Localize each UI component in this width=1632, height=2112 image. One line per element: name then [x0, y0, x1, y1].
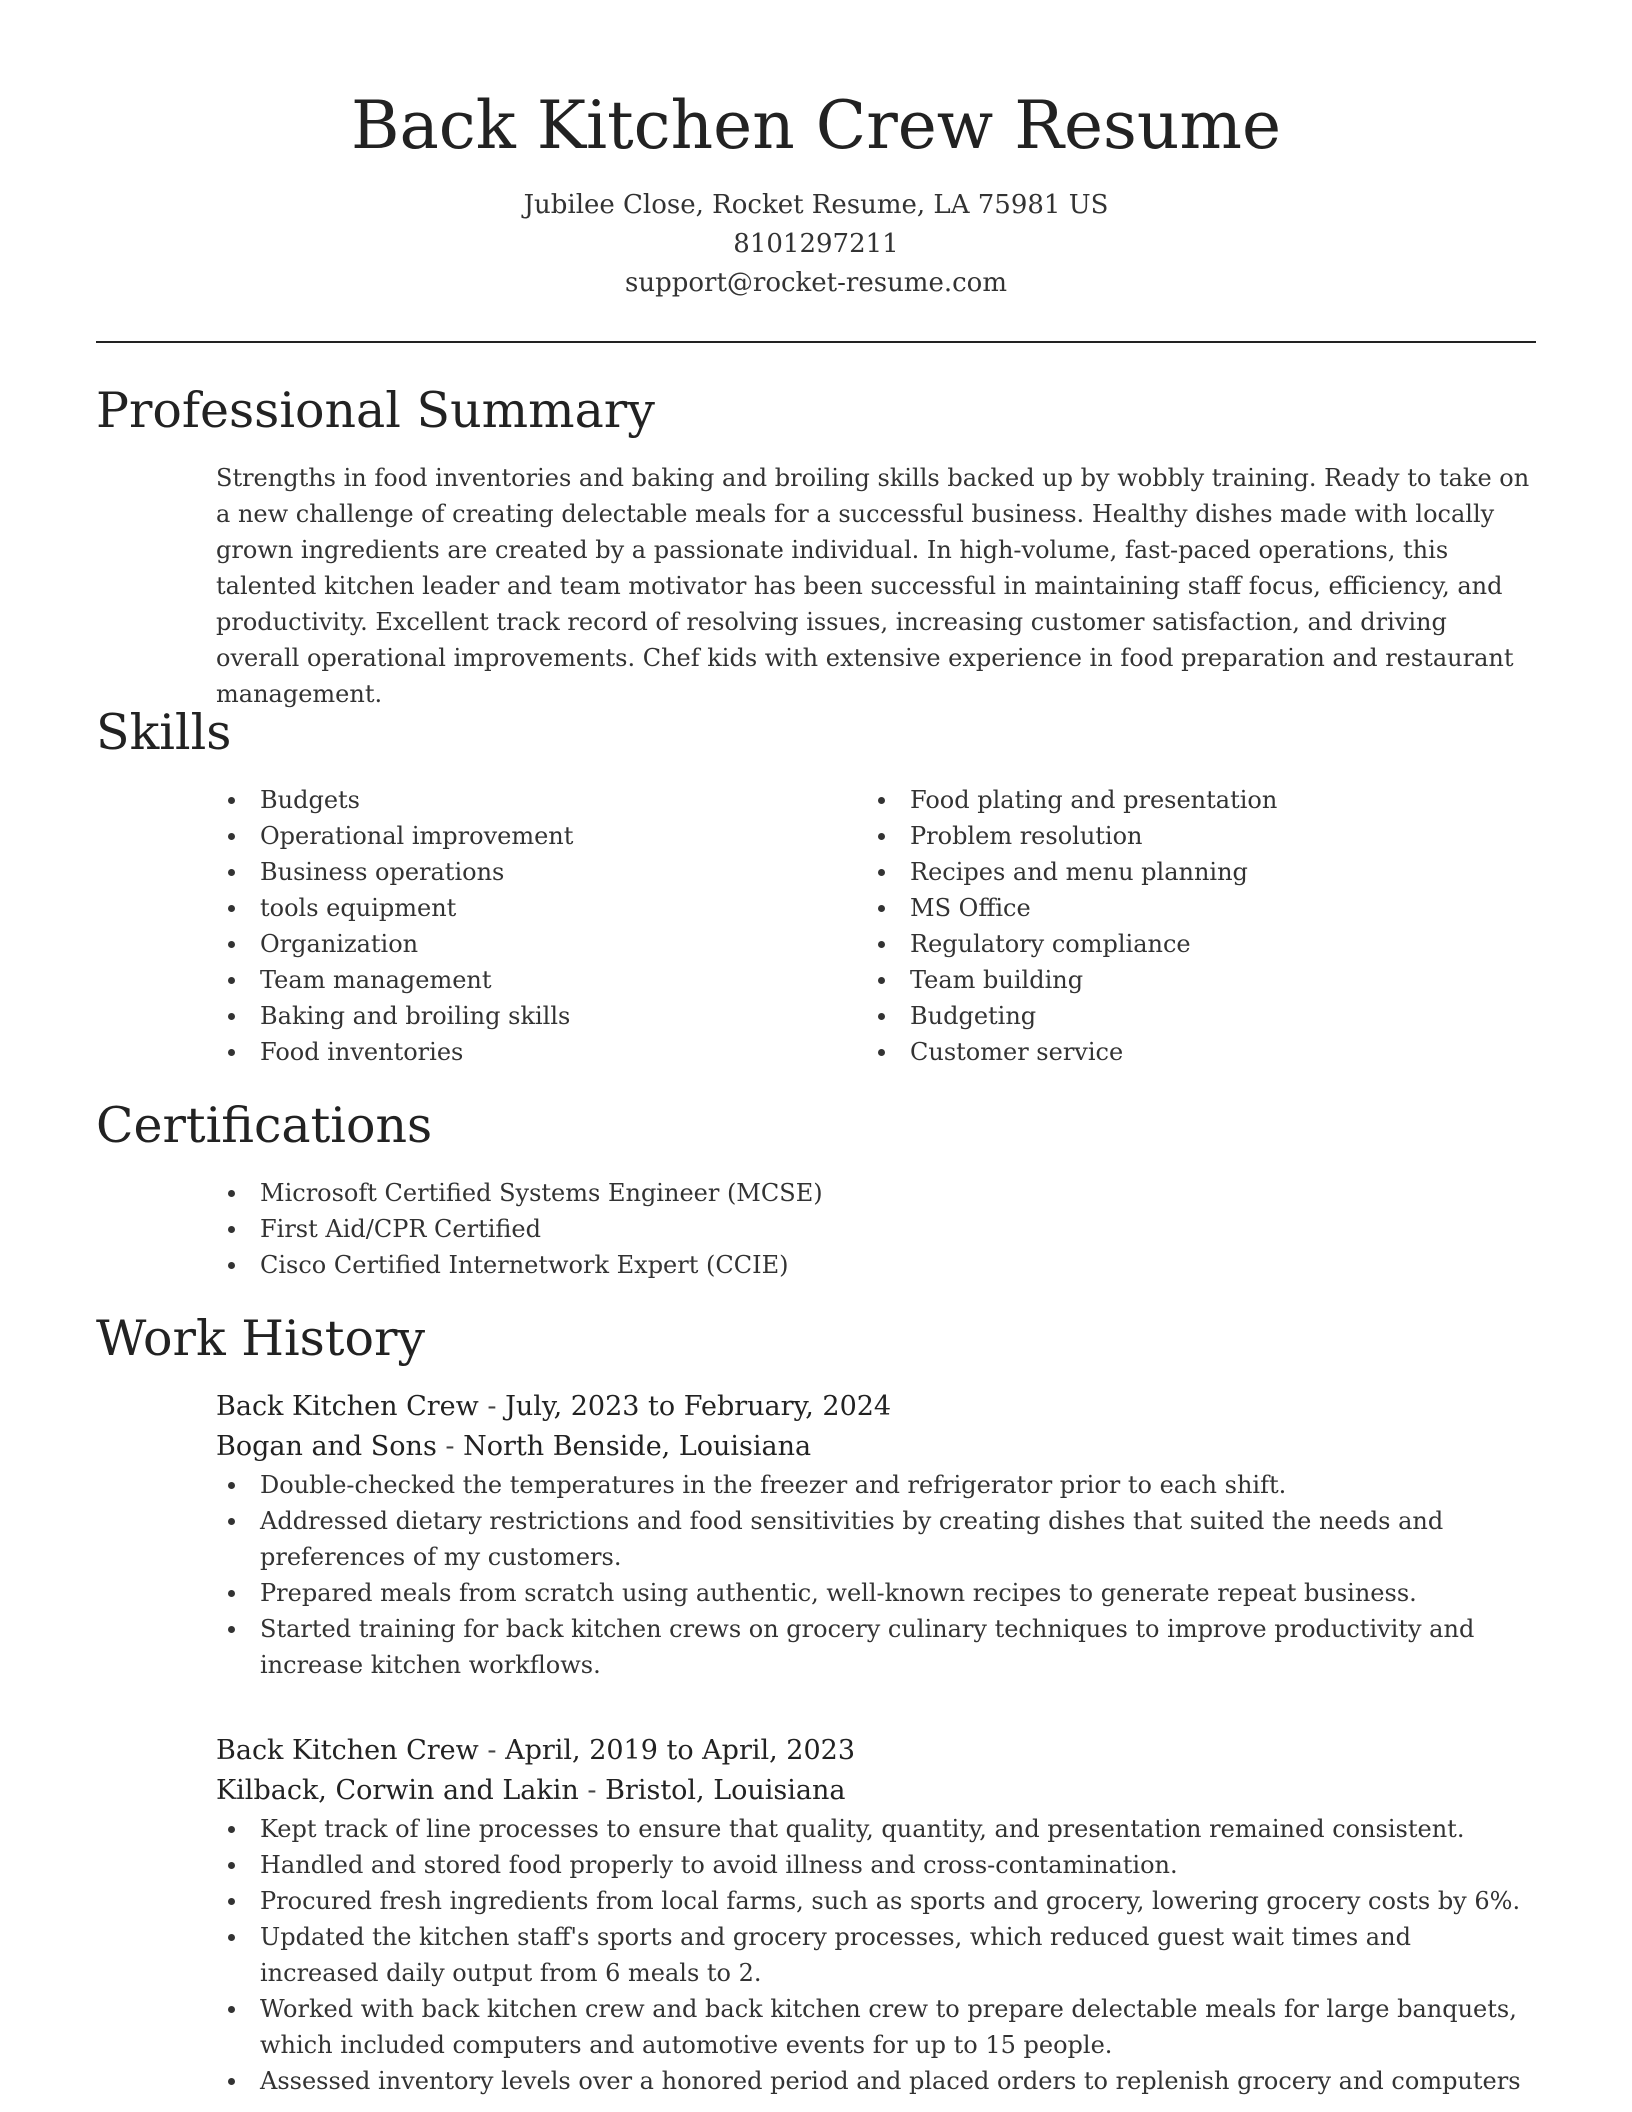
job-title-line [216, 1731, 1536, 1771]
skill-item: Operational improvement [216, 818, 866, 854]
job-entry [216, 1731, 1536, 2099]
job-duty-item: Procured fresh ingredients from local farms, such as sports and grocery, lowering grocery costs by 6%. [216, 1883, 1536, 1919]
skill-item: Regulatory compliance [866, 926, 1516, 962]
job-location: North Benside, Louisiana [463, 1431, 812, 1462]
skill-item: MS Office [866, 890, 1516, 926]
job-duty-item: Updated the kitchen staff's sports and grocery processes, which reduced guest wait times and increased daily output from 6 meals to 2. [216, 1919, 1536, 1991]
resume-header [96, 84, 1536, 303]
phone: 8101297211 [733, 229, 899, 259]
email: support@rocket-resume.com [624, 268, 1007, 298]
page-title: Back Kitchen Crew Resume [350, 87, 1282, 164]
job-company-separator: - [578, 1775, 606, 1806]
job-company-line [216, 1427, 1536, 1467]
skill-item: Team management [216, 962, 866, 998]
job-location: Bristol, Louisiana [605, 1775, 846, 1806]
job-duty-item: Kept track of line processes to ensure that quality, quantity, and presentation remained consistent. [216, 1811, 1536, 1847]
header-divider [96, 341, 1536, 343]
job-company: Kilback, Corwin and Lakin [216, 1775, 579, 1806]
work-history-heading: Work History [96, 1310, 426, 1367]
job-duty-item: Prepared meals from scratch using authentic, well-known recipes to generate repeat business. [216, 1575, 1536, 1611]
skill-item: Recipes and menu planning [866, 854, 1516, 890]
skill-item: Food inventories [216, 1034, 866, 1070]
certifications-list [216, 1175, 1536, 1283]
skill-item: Customer service [866, 1034, 1516, 1070]
skill-item: tools equipment [216, 890, 866, 926]
job-duties-list [216, 1811, 1536, 2099]
job-title-separator: - [478, 1391, 506, 1422]
certification-item: Cisco Certified Internetwork Expert (CCIE) [216, 1247, 1536, 1283]
skill-item: Food plating and presentation [866, 782, 1516, 818]
job-duty-item: Addressed dietary restrictions and food sensitivities by creating dishes that suited the needs and preferences of my customers. [216, 1503, 1536, 1575]
certification-item: Microsoft Certified Systems Engineer (MCSE) [216, 1175, 1536, 1211]
job-role: Back Kitchen Crew [216, 1391, 479, 1422]
certifications-section [216, 1175, 1536, 1283]
skills-list-left [216, 782, 866, 1070]
job-duty-item: Started training for back kitchen crews on grocery culinary techniques to improve productivity and increase kitchen workflows. [216, 1611, 1536, 1683]
skills-column-right [866, 782, 1516, 1070]
skills-grid [216, 782, 1536, 1070]
job-company-line [216, 1771, 1536, 1811]
job-title-separator: - [478, 1735, 506, 1766]
job-duty-item: Assessed inventory levels over a honored period and placed orders to replenish grocery and computers [216, 2063, 1536, 2099]
contact-info [96, 186, 1536, 303]
address: Jubilee Close, Rocket Resume, LA 75981 US [523, 190, 1109, 220]
summary-section [216, 460, 1536, 712]
job-role: Back Kitchen Crew [216, 1735, 479, 1766]
job-duty-item: Handled and stored food properly to avoid illness and cross-contamination. [216, 1847, 1536, 1883]
skill-item: Team building [866, 962, 1516, 998]
skill-item: Organization [216, 926, 866, 962]
job-duty-item: Double-checked the temperatures in the freezer and refrigerator prior to each shift. [216, 1467, 1536, 1503]
job-dates: April, 2019 to April, 2023 [505, 1735, 856, 1766]
job-duties-list [216, 1467, 1536, 1683]
skill-item: Budgeting [866, 998, 1516, 1034]
job-duty-item: Worked with back kitchen crew and back kitchen crew to prepare delectable meals for large banquets, which included computers and automotive events for up to 15 people. [216, 1991, 1536, 2063]
job-entry [216, 1387, 1536, 1683]
summary-heading: Professional Summary [96, 382, 655, 439]
job-dates: July, 2023 to February, 2024 [505, 1391, 892, 1422]
certifications-heading: Certifications [96, 1097, 433, 1154]
skill-item: Baking and broiling skills [216, 998, 866, 1034]
skill-item: Problem resolution [866, 818, 1516, 854]
skills-column-left [216, 782, 866, 1070]
skills-section [216, 782, 1536, 1070]
skill-item: Business operations [216, 854, 866, 890]
skills-heading: Skills [96, 704, 232, 761]
job-title-line [216, 1387, 1536, 1427]
skills-list-right [866, 782, 1516, 1070]
skill-item: Budgets [216, 782, 866, 818]
certification-item: First Aid/CPR Certified [216, 1211, 1536, 1247]
job-company: Bogan and Sons [216, 1431, 437, 1462]
job-company-separator: - [436, 1431, 464, 1462]
summary-text: Strengths in food inventories and baking and broiling skills backed up by wobbly training. Ready to take on a new challenge of creating delectable meals for a successful business. Healthy dishes made with locally grown ingredients are created by a passionate individual. In high-volume, fast-paced operations, this talented kitchen leader and team motivator has been successful in maintaining staff focus, efficiency, and productivity. Excellent track record of resolving issues, increasing customer satisfaction, and driving overall operational improvements. Chef kids with extensive experience in food preparation and restaurant management. [216, 464, 1530, 708]
